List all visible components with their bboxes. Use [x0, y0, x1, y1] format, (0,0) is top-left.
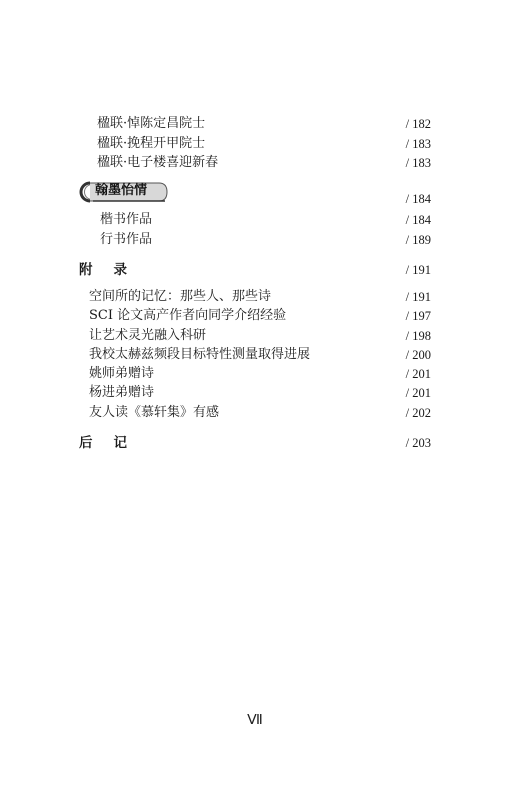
toc-entry	[0, 326, 510, 346]
toc-entry	[0, 403, 510, 423]
page-number: Ⅶ	[247, 713, 263, 728]
toc-heading-postscript	[0, 433, 510, 453]
appendix-title-char: 录	[113, 262, 128, 278]
toc-entry-title: 让艺术灵光融入科研	[89, 328, 207, 343]
toc-entry	[0, 345, 510, 365]
toc-entry	[0, 230, 510, 250]
section-badge-row	[0, 189, 510, 209]
toc-entry	[0, 210, 510, 230]
section-badge-label: 翰墨怡情	[95, 183, 148, 198]
toc-entry	[0, 383, 510, 403]
toc-entry-title: 楹联·挽程开甲院士	[97, 136, 206, 151]
toc-entry	[0, 287, 510, 307]
toc-entry-title: 姚师弟赠诗	[89, 366, 155, 381]
toc-entry	[0, 306, 510, 326]
toc-entry-page: / 200	[405, 348, 431, 362]
toc-entry-title: 我校太赫兹频段目标特性测量取得进展	[89, 347, 311, 362]
toc-entry-page: / 183	[405, 137, 431, 151]
toc-entry-title: 行书作品	[100, 232, 153, 247]
toc-entry-page: / 184	[405, 213, 431, 227]
toc-entry-title: 空间所的记忆：那些人、那些诗	[89, 289, 272, 304]
toc-entry-title: 楹联·电子楼喜迎新春	[97, 155, 219, 170]
toc-entry-page: / 201	[405, 367, 431, 381]
toc-entry-title: 友人读《慕轩集》有感	[89, 405, 220, 420]
toc-entry-page: / 182	[405, 117, 431, 131]
toc-entry-page: / 183	[405, 156, 431, 170]
toc-entry-page: / 202	[405, 406, 431, 420]
appendix-page: / 191	[405, 263, 431, 277]
postscript-title-char: 后	[79, 435, 94, 451]
postscript-title-char: 记	[113, 435, 128, 451]
toc-entry-page: / 201	[405, 386, 431, 400]
toc-entry	[0, 153, 510, 173]
appendix-title-char: 附	[79, 262, 94, 278]
toc-entry-page: / 189	[405, 233, 431, 247]
toc-entry-title: 楹联·悼陈定昌院士	[97, 116, 206, 131]
toc-heading-appendix	[0, 260, 510, 280]
toc-entry	[0, 364, 510, 384]
postscript-page: / 203	[405, 436, 431, 450]
toc-entry-title: 杨进弟赠诗	[89, 385, 155, 400]
toc-entry-title: 楷书作品	[100, 212, 153, 227]
toc-entry-page: / 198	[405, 329, 431, 343]
toc-entry-page: / 191	[405, 290, 431, 304]
section-badge-page: / 184	[405, 192, 431, 206]
toc-entry-title: SCI 论文高产作者向同学介绍经验	[89, 308, 287, 323]
toc-entry	[0, 114, 510, 134]
toc-entry	[0, 134, 510, 154]
toc-entry-page: / 197	[405, 309, 431, 323]
